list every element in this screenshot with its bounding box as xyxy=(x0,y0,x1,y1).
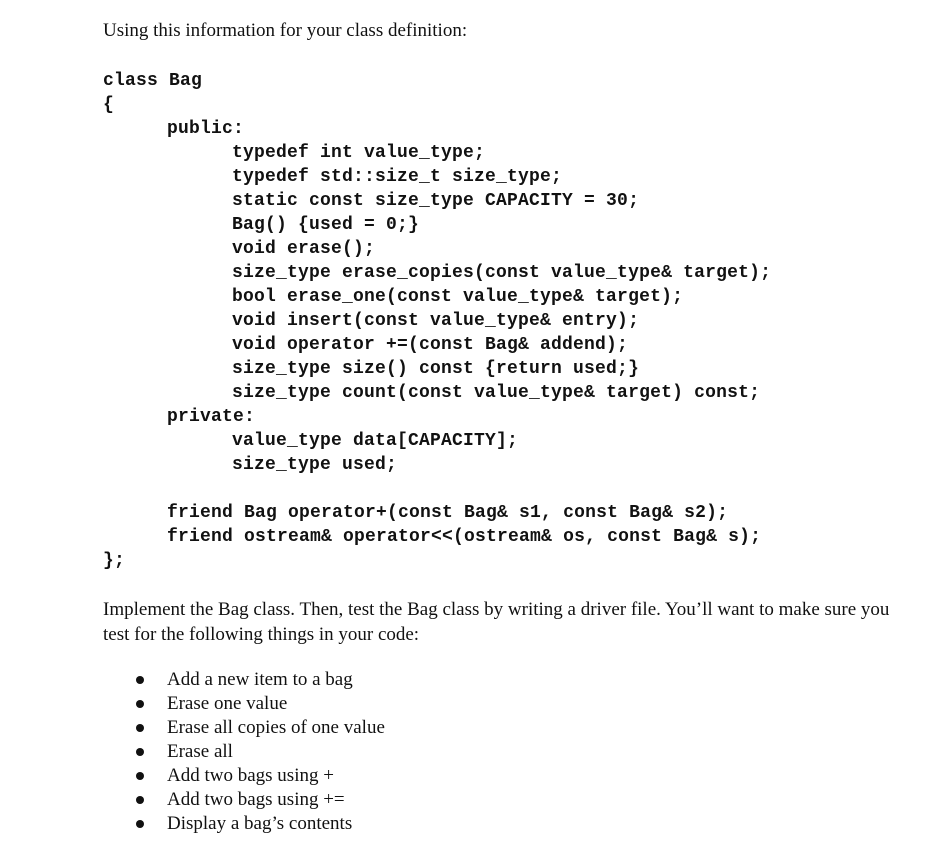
bullet-icon xyxy=(136,676,144,684)
code-line: value_type data[CAPACITY]; xyxy=(232,431,519,451)
code-line: void erase(); xyxy=(232,239,376,259)
instructions-paragraph: Implement the Bag class. Then, test the Bag class by writing a driver file. You’ll want to make sure you test for the following things in your code: xyxy=(103,599,890,645)
code-open-brace: { xyxy=(103,95,115,115)
bullet-icon xyxy=(136,772,144,780)
code-line: size_type used; xyxy=(232,455,398,475)
code-class-decl: class Bag xyxy=(103,71,203,91)
list-item-text: Add two bags using += xyxy=(167,789,345,810)
list-item-text: Display a bag’s contents xyxy=(167,813,353,834)
code-line: void operator +=(const Bag& addend); xyxy=(232,335,629,355)
code-close-brace: }; xyxy=(103,551,126,571)
list-item-text: Erase one value xyxy=(167,693,288,714)
code-line: size_type size() const {return used;} xyxy=(232,359,640,379)
code-line: typedef std::size_t size_type; xyxy=(232,167,563,187)
bullet-icon xyxy=(136,724,144,732)
intro-text: Using this information for your class definition: xyxy=(103,20,468,41)
list-item-text: Erase all xyxy=(167,741,233,762)
code-line: Bag() {used = 0;} xyxy=(232,215,420,235)
code-line: size_type erase_copies(const value_type& target); xyxy=(232,263,772,283)
list-item-text: Add two bags using + xyxy=(167,765,334,786)
code-line: typedef int value_type; xyxy=(232,143,486,163)
list-item-text: Add a new item to a bag xyxy=(167,669,353,690)
code-line: size_type count(const value_type& target) const; xyxy=(232,383,761,403)
code-private-label: private: xyxy=(167,407,256,427)
bullet-icon xyxy=(136,700,144,708)
code-public-label: public: xyxy=(167,119,245,139)
list-item-text: Erase all copies of one value xyxy=(167,717,385,738)
code-line: bool erase_one(const value_type& target); xyxy=(232,287,684,307)
code-friend-line: friend Bag operator+(const Bag& s1, const Bag& s2); xyxy=(167,503,729,523)
bullet-icon xyxy=(136,796,144,804)
code-friend-line: friend ostream& operator<<(ostream& os, const Bag& s); xyxy=(167,527,762,547)
bullet-icon xyxy=(136,748,144,756)
code-line: void insert(const value_type& entry); xyxy=(232,311,640,331)
bullet-icon xyxy=(136,820,144,828)
code-line: static const size_type CAPACITY = 30; xyxy=(232,191,640,211)
